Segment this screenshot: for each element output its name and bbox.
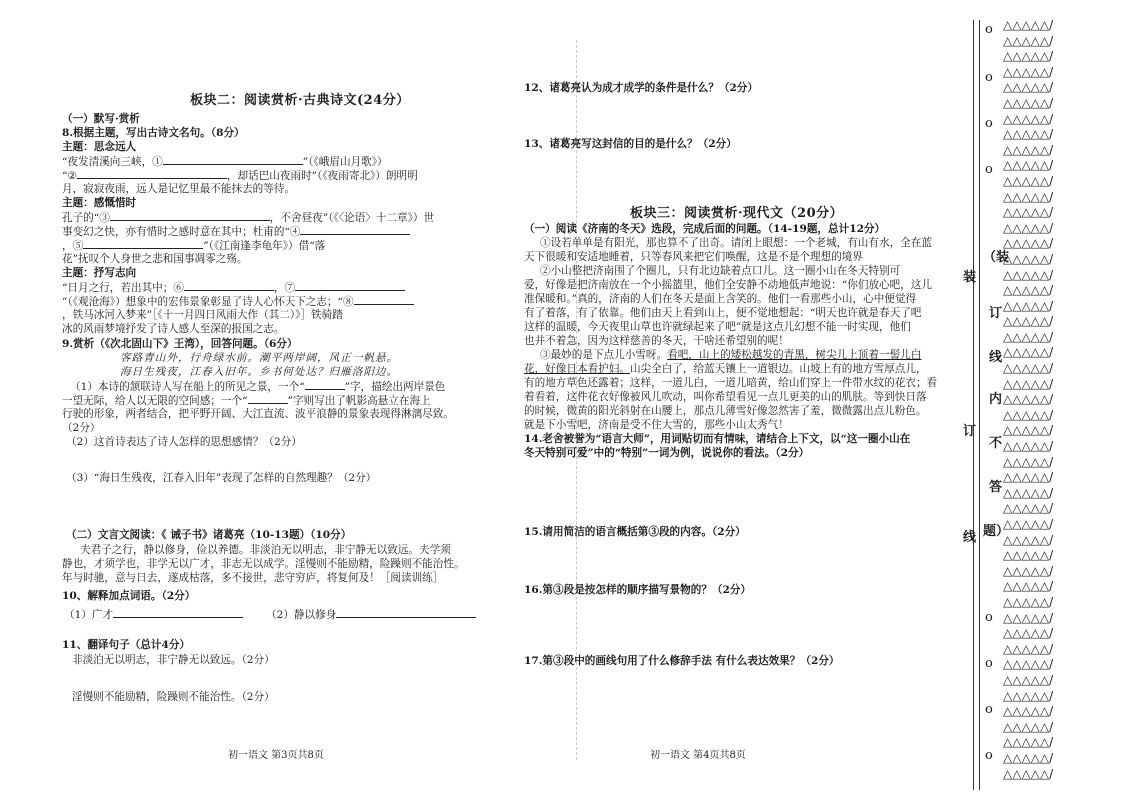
answer-blank-5[interactable] <box>83 238 203 249</box>
binding-margin <box>965 0 1123 793</box>
question-11-2: 淫慢则不能励精，险躁则不能治性。（2分） <box>72 691 275 703</box>
q8-line-8: “日月之行，若出其中；⑥ ，⑦ <box>62 280 405 295</box>
answer-blank-8[interactable] <box>354 294 414 305</box>
answer-blank-4[interactable] <box>300 224 410 235</box>
binding-char-2: 订 <box>963 424 977 439</box>
answer-blank-3[interactable] <box>110 210 270 221</box>
passage-line-13: 的时候，微黄的阳光斜射在山腰上，那点儿薄雪好像忽然害了羞，微微露出点儿粉色。 <box>524 405 927 417</box>
poem-line-2: 海日生残夜，江春入旧年。乡书何处达？归雁洛阳边。 <box>120 366 399 378</box>
underlined-sentence-part-2: 花，好像日本看护妇。 <box>524 363 630 375</box>
passage-line-8: 也并不着急，因为这样慈善的冬天，干啥还希望别的呢！ <box>524 335 789 347</box>
punch-circle-4: o <box>985 162 993 177</box>
question-13: 13、诸葛亮写这封信的目的是什么？（2分） <box>524 138 737 150</box>
binding-inner-2: 订 <box>989 306 1003 321</box>
passage-line-14: 就是下小雪吧，济南是受不住大雪的，那些小山太秀气！ <box>524 419 789 431</box>
binding-char-1: 装 <box>963 270 977 285</box>
question-16: 16.第③段是按怎样的顺序描写景物的？（2分） <box>524 584 752 596</box>
binding-inner-4: 内 <box>989 392 1003 407</box>
subsection-recitation: （一）默写·赏析 <box>62 113 140 125</box>
triangle-pattern: △△△△△/ △△△△△/ △△△△△/ △△△△△/ △△△△△/ △△△△△/ △△△△△/ △△△△△/ △△△△△/ △△△△△/ △△△△△/ △△△△△/ △△△△△/ △△△△△/ △△△△△/ △△△△△/ △△△△△/ △△△△△/ △△△△△/ △△△△△/ △△△△△/ △△△△△/ △△△△△/ △△△△△/ △△△△△/ △△△△△/ △△△△△/ △△△△△/ △△△△△/ △△△△△/ △△△△△/ △△△△△/ △△△△△/ △△△△△/ △△△△△/ △△△△△/ △△△△△/ △△△△△/ △△△△△/ △△△△△/ △△△△△/ △△△△△/ △△△△△/ △△△△△/ △△△△△/ △△△△△/ △△△△△/ △△△△△/ △△△△△/ <box>1003 18 1054 781</box>
question-10-2: （2）静以修身 <box>266 607 476 622</box>
classical-line-2: 静也，才须学也，非学无以广才，非志无以成学。淫慢则不能励精，险躁则不能治性。 <box>62 558 465 570</box>
question-12: 12、诸葛亮认为成才成学的条件是什么？（2分） <box>524 82 758 94</box>
answer-blank-9-1b[interactable] <box>248 393 288 404</box>
punch-circle-5: o <box>985 610 993 625</box>
question-14-line-1: 14.老舍被誉为“语言大师”，用词贴切而有情味，请结合上下文，以“这一圈小山在 <box>524 433 911 445</box>
punch-circle-2: o <box>985 70 993 85</box>
answer-blank-10-1[interactable] <box>113 607 243 618</box>
passage-line-5: 准保暖和。”真的，济南的人们在冬天是面上含笑的。他们一看那些小山，心中便觉得 <box>524 293 917 305</box>
punch-circle-8: o <box>985 748 993 763</box>
passage-line-6: 有了着落，有了依靠。他们由天上看到山上，便不觉地想起：“明天也许就是春天了吧 <box>524 307 922 319</box>
q8-line-3: 月，寂寂夜雨，远人是记忆里最不能抹去的等待。 <box>62 183 296 195</box>
theme-ambition: 主题：抒写志向 <box>62 267 137 279</box>
page-footer-3: 初一语文 第3页共8页 <box>228 750 324 761</box>
subsection-modern: （一）阅读《济南的冬天》选段，完成后面的问题。（14-19题，总计12分） <box>524 223 886 235</box>
passage-line-10: 花，好像日本看护妇。山尖全白了，给蓝天镶上一道银边。山坡上有的地方雪厚点儿， <box>524 363 927 375</box>
classical-line-3: 年与时驰，意与日去，遂成枯落，多不接世，悲守穷庐，将复何及！［阅读训练］ <box>62 572 444 584</box>
question-9-3: （3）“海日生残夜，江春入旧年”表现了怎样的自然理趣？（2分） <box>66 472 377 484</box>
answer-blank-7[interactable] <box>295 280 405 291</box>
binding-inner-5: 不 <box>989 436 1003 451</box>
question-17: 17.第③段中的画线句用了什么修辞手法 有什么表达效果？（2分） <box>524 655 840 667</box>
question-11-1: 非淡泊无以明志，非宁静无以致远。（2分） <box>72 654 275 666</box>
q8-line-10: ，铁马冰河入梦来”［《十一月四日风雨大作（其二）》］铁骑踏 <box>62 309 343 321</box>
question-9: 9.赏析（《次北固山下》王湾），回答问题。（6分） <box>62 338 298 350</box>
passage-line-11: 有的地方草色还露着；这样，一道儿白，一道儿暗黄，给山们穿上一件带水纹的花衣；看 <box>524 377 938 389</box>
answer-blank-10-2[interactable] <box>336 607 476 618</box>
answer-blank-2[interactable] <box>77 168 227 179</box>
binding-line-outer <box>973 20 974 790</box>
q8-line-6: ，⑤ ”（《江南逢李龟年》）借“落 <box>62 240 326 252</box>
question-10-1: （1）广才 <box>64 607 243 622</box>
question-8: 8.根据主题，写出古诗文名句。（8分） <box>62 127 245 139</box>
binding-inner-6: 答 <box>989 480 1003 495</box>
q8-line-4: 孔子的“③ ，不舍昼夜”（《〈论语〉十二章》）世 <box>62 212 435 224</box>
q9-1-line-2: 一望无际，给人以无限的空间感；一个“ ”字则写出了帆影高悬立在海上 <box>62 395 431 407</box>
page-4 <box>510 0 960 793</box>
theme-missing-people: 主题：思念远人 <box>62 141 137 153</box>
binding-inner-3: 线 <box>989 350 1003 365</box>
binding-inner-1: （装 <box>983 250 1010 265</box>
q9-1-line-3: 行驶的形象，两者结合，把平野开阔、大江直流、波平浪静的景象表现得淋漓尽致。 <box>62 408 454 420</box>
punch-circle-1: o <box>985 22 993 37</box>
section-2-title: 板块二：阅读赏析·古典诗文(24分） <box>190 93 410 108</box>
passage-line-4: 爱，好像是把济南放在一个小摇篮里，他们全安静不动地低声地说：“你们放心吧，这儿 <box>524 279 932 291</box>
passage-line-1: ①设若单单是有阳光，那也算不了出奇。请闭上眼想：一个老城，有山有水，全在蓝 <box>540 237 932 249</box>
subsection-classical: （二）文言文阅读：《 诫子书》诸葛亮（10-13题）（10分） <box>66 529 352 541</box>
q8-line-9: ”（《观沧海》）想象中的宏伟景象彰显了诗人心怀天下之志；“⑧ <box>62 294 414 309</box>
passage-line-2: 天下很暖和安适地睡着，只等春风来把它们唤醒，这是不是个理想的境界 <box>524 251 863 263</box>
answer-blank-1[interactable] <box>163 154 303 165</box>
page-footer-4: 初一语文 第4页共8页 <box>650 750 746 761</box>
punch-circle-3: o <box>985 116 993 131</box>
binding-line-inner <box>979 20 980 790</box>
binding-inner-7: 题） <box>983 524 1010 539</box>
q8-line-7: 花”抚叹个人身世之悲和国事凋零之殇。 <box>62 253 248 265</box>
answer-blank-9-1a[interactable] <box>305 379 345 390</box>
question-9-2: （2）这首诗表达了诗人怎样的思想感情？（2分） <box>66 436 302 448</box>
q8-line-1: “夜发清溪向三峡，① ”（《峨眉山月歌》） <box>62 156 388 168</box>
q8-line-2: “② ，却话巴山夜雨时”（《夜雨寄北》）朗明明 <box>62 170 418 182</box>
passage-line-3: ②小山整把济南围了个圈儿，只有北边缺着点口儿。这一圈小山在冬天特别可 <box>540 265 901 277</box>
passage-line-9: ③最妙的是下点儿小雪呀。看吧，山上的矮松越发的青黑，树尖儿上顶着一髻儿白 <box>540 349 922 361</box>
poem-line-1: 客路青山外，行舟绿水前。潮平两岸阔，风正一帆悬。 <box>120 352 399 364</box>
section-3-title: 板块三：阅读赏析·现代文（20分） <box>630 206 844 221</box>
passage-line-12: 着看着，这件花衣好像被风儿吹动，叫你希望看见一点儿更美的山的肌肤。等到快日落 <box>524 391 927 403</box>
punch-circle-6: o <box>985 656 993 671</box>
question-10: 10、解释加点词语。（2分） <box>62 590 196 602</box>
theme-cherish-time: 主题：感慨惜时 <box>62 197 137 209</box>
passage-line-7: 这样的温暖，今天夜里山草也许就绿起来了吧”就是这点儿幻想不能一时实现，他们 <box>524 321 911 333</box>
page-3 <box>0 0 510 793</box>
question-11: 11、翻译句子（总计4分） <box>62 639 191 651</box>
classical-line-1: 夫君子之行，静以修身，俭以养德。非淡泊无以明志，非宁静无以致远。夫学须 <box>80 544 451 556</box>
q8-line-11: 冰的风雨梦境抒发了诗人感人至深的报国之志。 <box>62 323 285 335</box>
underlined-sentence-part-1: 看吧，山上的矮松越发的青黑，树尖儿上顶着一髻儿白 <box>667 349 922 361</box>
question-14-line-2: 冬天特别可爱”中的“特别”一词为例，说说你的看法。（2分） <box>524 447 810 459</box>
punch-circle-7: o <box>985 702 993 717</box>
q9-1-line-1: （1）本诗的颔联诗人写在船上的所见之景，一个“ ”字，描绘出两岸景色 <box>70 381 446 393</box>
answer-blank-6[interactable] <box>184 280 274 291</box>
q9-1-points: （2分） <box>62 422 101 434</box>
question-15: 15.请用简洁的语言概括第③段的内容。（2分） <box>524 526 746 538</box>
binding-char-3: 线 <box>963 530 977 545</box>
q8-line-5: 事变幻之快，亦有惜时之感时意在其中；杜甫的“④ <box>62 224 410 239</box>
